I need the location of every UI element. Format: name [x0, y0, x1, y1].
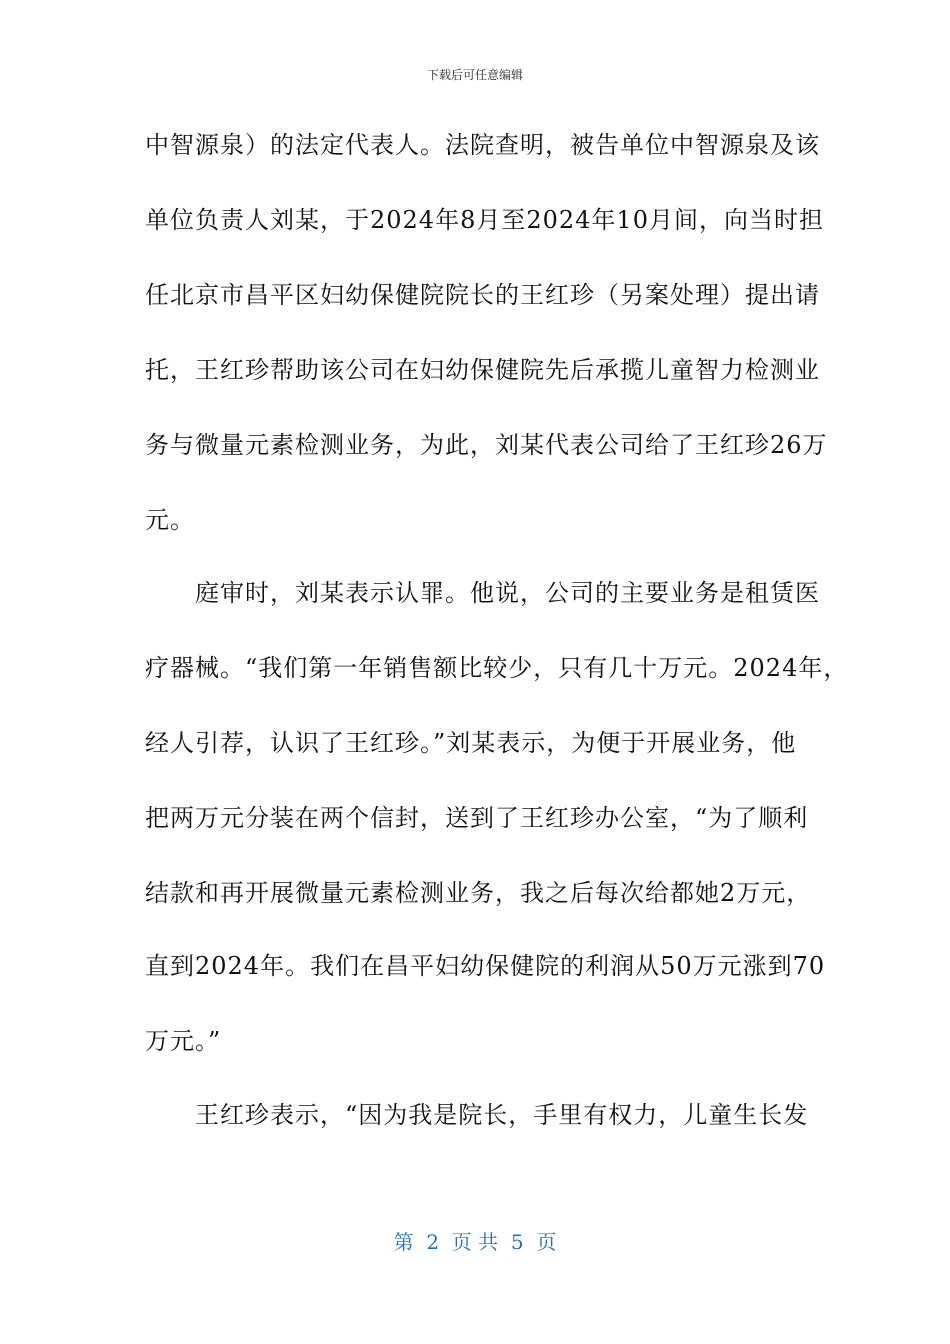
text-line: 任北京市昌平区妇幼保健院院长的王红珍（另案处理）提出请 [145, 281, 820, 309]
text-line: 中智源泉）的法定代表人。法院查明，被告单位中智源泉及该 [145, 131, 820, 159]
text-line: 把两万元分装在两个信封，送到了王红珍办公室，“为了顺利 [145, 804, 809, 832]
text-line: 元。 [145, 506, 195, 534]
text-line: 疗器械。“我们第一年销售额比较少，只有几十万元。2024年， [145, 654, 849, 682]
text-line: 万元。” [145, 1027, 222, 1055]
text-line: 托，王红珍帮助该公司在妇幼保健院先后承揽儿童智力检测业 [145, 356, 820, 384]
page-header: 下载后可任意编辑 [426, 68, 523, 82]
text-line: 直到2024年。我们在昌平妇幼保健院的利润从50万元涨到70 [145, 952, 826, 980]
text-line: 结款和再开展微量元素检测业务，我之后每次给都她2万元， [145, 879, 812, 907]
text-line: 单位负责人刘某，于2024年8月至2024年10月间，向当时担 [145, 206, 824, 234]
page-number-footer: 第 2 页 共 5 页 [393, 1230, 557, 1254]
text-line: 王红珍表示，“因为我是院长，手里有权力，儿童生长发 [145, 1101, 809, 1129]
text-line: 庭审时，刘某表示认罪。他说，公司的主要业务是租赁医 [145, 579, 820, 607]
text-line: 务与微量元素检测业务，为此，刘某代表公司给了王红珍26万 [145, 431, 828, 459]
text-line: 经人引荐，认识了王红珍。”刘某表示，为便于开展业务，他 [145, 729, 797, 757]
